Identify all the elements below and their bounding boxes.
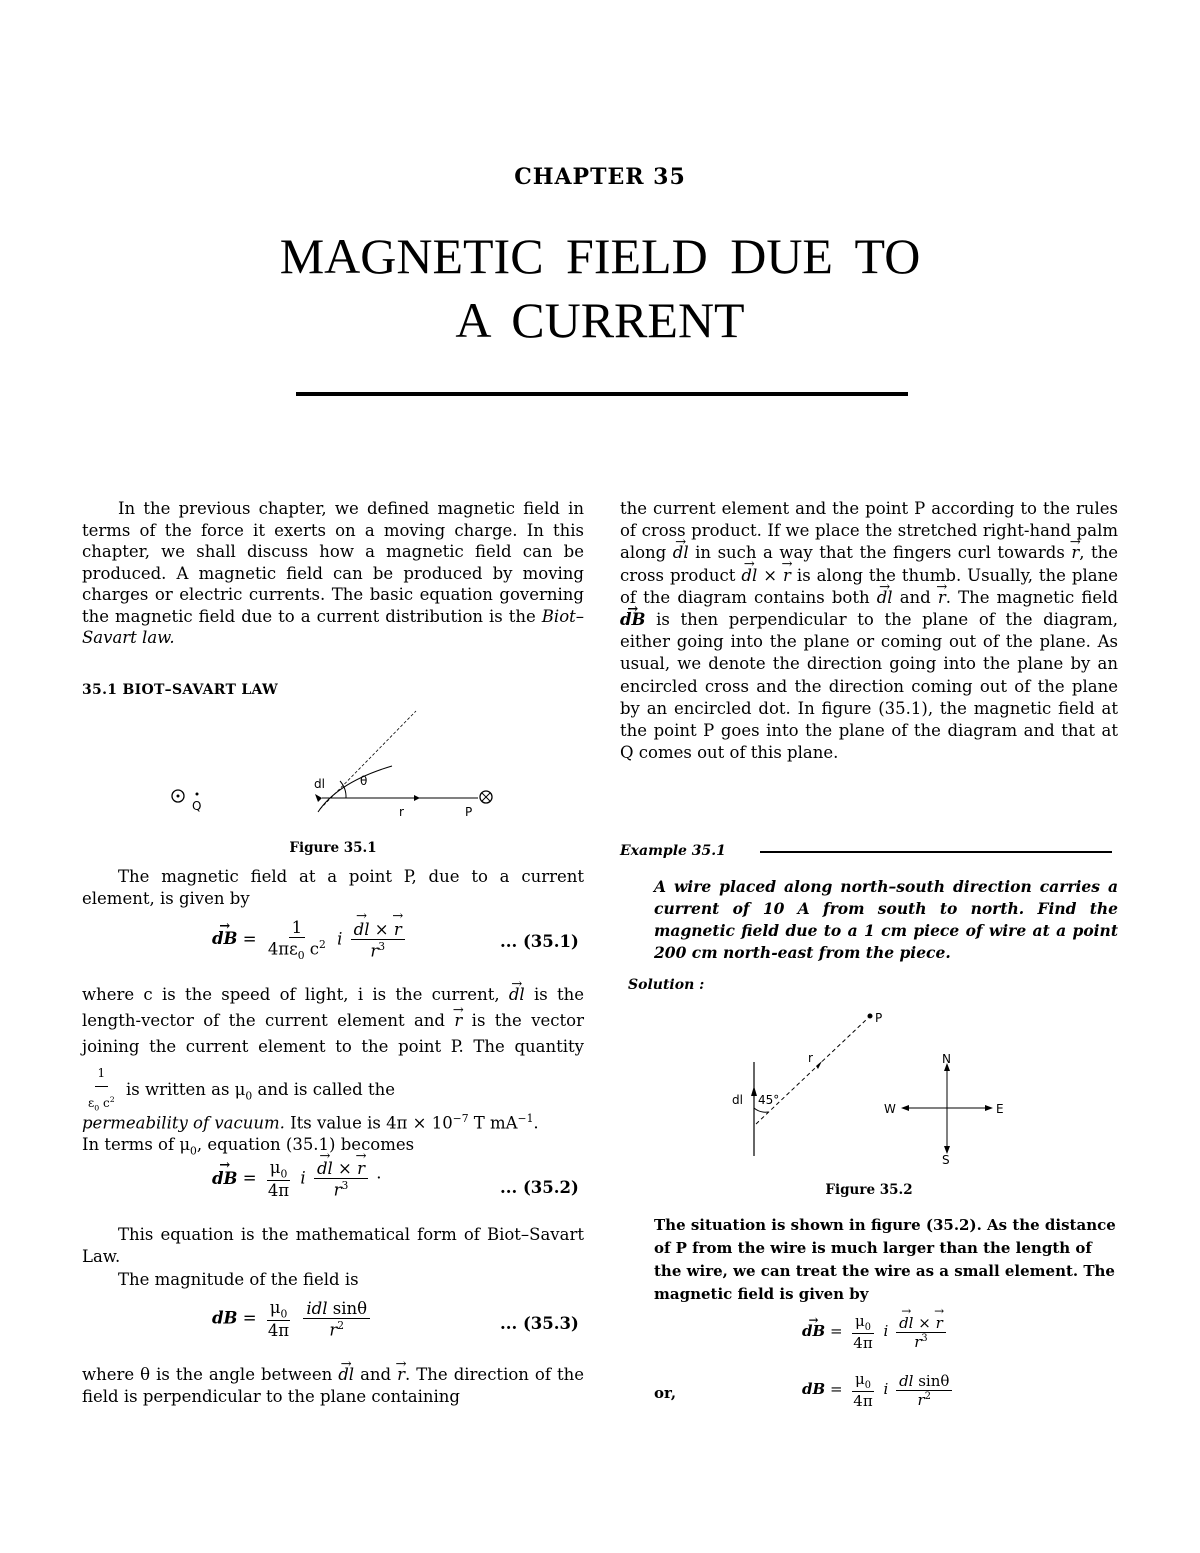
- fig2-label-w: W: [884, 1102, 896, 1116]
- solution-equation-magnitude: dB = $\frac{\mu_0}{4\pi}$ i $\frac{\text{dl sinθ}}{r^2}$: [802, 1370, 955, 1410]
- fig1-label-r: r: [399, 805, 404, 819]
- fig1-label-dl: dl: [314, 777, 325, 791]
- paragraph-where: where c is the speed of light, i is the current, → dl is the length-vector of the current element and → r is the vector joining the current element to the point P. The quantity $\frac{1}{\varepsilon_0 c^2}$ is written as $\mu_0$ and is called the: [82, 982, 584, 1121]
- paragraph-permeability: permeability of vacuum. Its value is $4\pi \times 10^{-7}$ T $mA^{-1}$. In terms of $\mu_0$, equation (35.1) becomes: [82, 1112, 539, 1158]
- figure-35-1-caption: Figure 35.1: [289, 840, 377, 856]
- equation-35-2-number: ... (35.2): [500, 1178, 579, 1197]
- encircled-dot-icon: [172, 790, 184, 802]
- title-rule: [296, 392, 908, 396]
- solution-equation-vector: → dB = $\frac{\mu_0}{4\pi}$ i → $\frac{dl \times \to r}{r^3}$: [802, 1312, 949, 1352]
- figure-35-2-diagram: [720, 1000, 1020, 1170]
- encircled-cross-icon: [480, 791, 492, 803]
- section-heading: 35.1 BIOT–SAVART LAW: [82, 682, 278, 698]
- example-problem: A wire placed along north–south direction carries a current of 10 A from south to north. Find the magnetic field due to a 1 cm piece of wire at a point 200 cm north-east from the piece.: [654, 877, 1118, 962]
- paragraph-angle: where θ is the angle between → dl and → r. The direction of the field is perpendicular to the plane containing: [82, 1364, 584, 1407]
- or-label: or,: [654, 1384, 677, 1402]
- chapter-label: CHAPTER 35: [514, 164, 686, 190]
- fig2-label-s: S: [942, 1153, 950, 1167]
- fig2-label-p: P: [875, 1011, 883, 1025]
- chapter-title-line2: A CURRENT: [455, 292, 745, 348]
- example-rule: [760, 851, 1112, 853]
- equation-35-3: dB = $\frac{\mu_0}{4\pi}$ $\frac{\text{idl sinθ}}{r^2}$: [212, 1298, 373, 1340]
- paragraph-field-intro: The magnetic field at a point P, due to a current element, is given by: [82, 867, 584, 908]
- chapter-title: [0, 224, 1200, 352]
- equation-35-1: → dB = $\frac{1}{4\pi\varepsilon_0 c^2}$ i → $\frac{dl \times \to r}{r^3}$: [212, 918, 408, 962]
- fig1-label-q: Q: [192, 799, 202, 813]
- fig1-label-p: P: [465, 805, 473, 819]
- paragraph-direction: the current element and the point P according to the rules of cross product. If we place the stretched right-hand palm along → dl in such a way that the fingers curl towards → r, the cross product → dl × → r is along the thumb. Usually, the plane of the diagram contains both → dl and → r. The magnetic field → dB is then perpendicular to the plane of the diagram, either going into the plane or coming out of the plane. As usual, we denote the direction going into the plane by an encircled cross and the direction coming out of the plane by an encircled dot. In figure (35.1), the magnetic field at the point P goes into the plane of the diagram and that at Q comes out of this plane.: [620, 498, 1118, 764]
- fig2-label-n: N: [942, 1052, 951, 1066]
- example-label: Example 35.1: [620, 843, 726, 859]
- solution-paragraph: The situation is shown in figure (35.2). As the distance of P from the wire is much larger than the length of the wire, we can treat the wire as a small element. The magnetic field is given by: [654, 1216, 1116, 1303]
- fig2-label-e: E: [996, 1102, 1004, 1116]
- equation-35-1-number: ... (35.1): [500, 932, 579, 951]
- equation-35-2: → dB = $\frac{\mu_0}{4\pi}$ i → $\frac{dl \times \to r}{r^3}$ ·: [212, 1158, 382, 1200]
- fig2-label-dl: dl: [732, 1093, 743, 1107]
- figure-35-2-caption: Figure 35.2: [825, 1182, 913, 1198]
- equation-35-3-number: ... (35.3): [500, 1314, 579, 1333]
- biot-savart-law-term: Biot–Savart law.: [82, 606, 585, 647]
- fig1-label-theta: θ: [360, 774, 368, 788]
- figure-35-1-diagram: [160, 704, 500, 824]
- fig2-label-r: r: [808, 1051, 813, 1065]
- solution-label: Solution :: [628, 977, 705, 993]
- fig2-label-angle: 45°: [758, 1093, 780, 1107]
- paragraph-mathematical-form: This equation is the mathematical form of Biot–Savart Law. The magnitude of the field is: [82, 1225, 584, 1289]
- chapter-title-line1: MAGNETIC FIELD DUE TO: [279, 228, 921, 284]
- intro-paragraph: In the previous chapter, we defined magnetic field in terms of the force it exerts on a moving charge. In this chapter, we shall discuss how a magnetic field can be produced. A magnetic field can be produced by moving charges or electric currents. The basic equation governing the magnetic field due to a current distribution is the Biot–Savart law.: [82, 499, 585, 647]
